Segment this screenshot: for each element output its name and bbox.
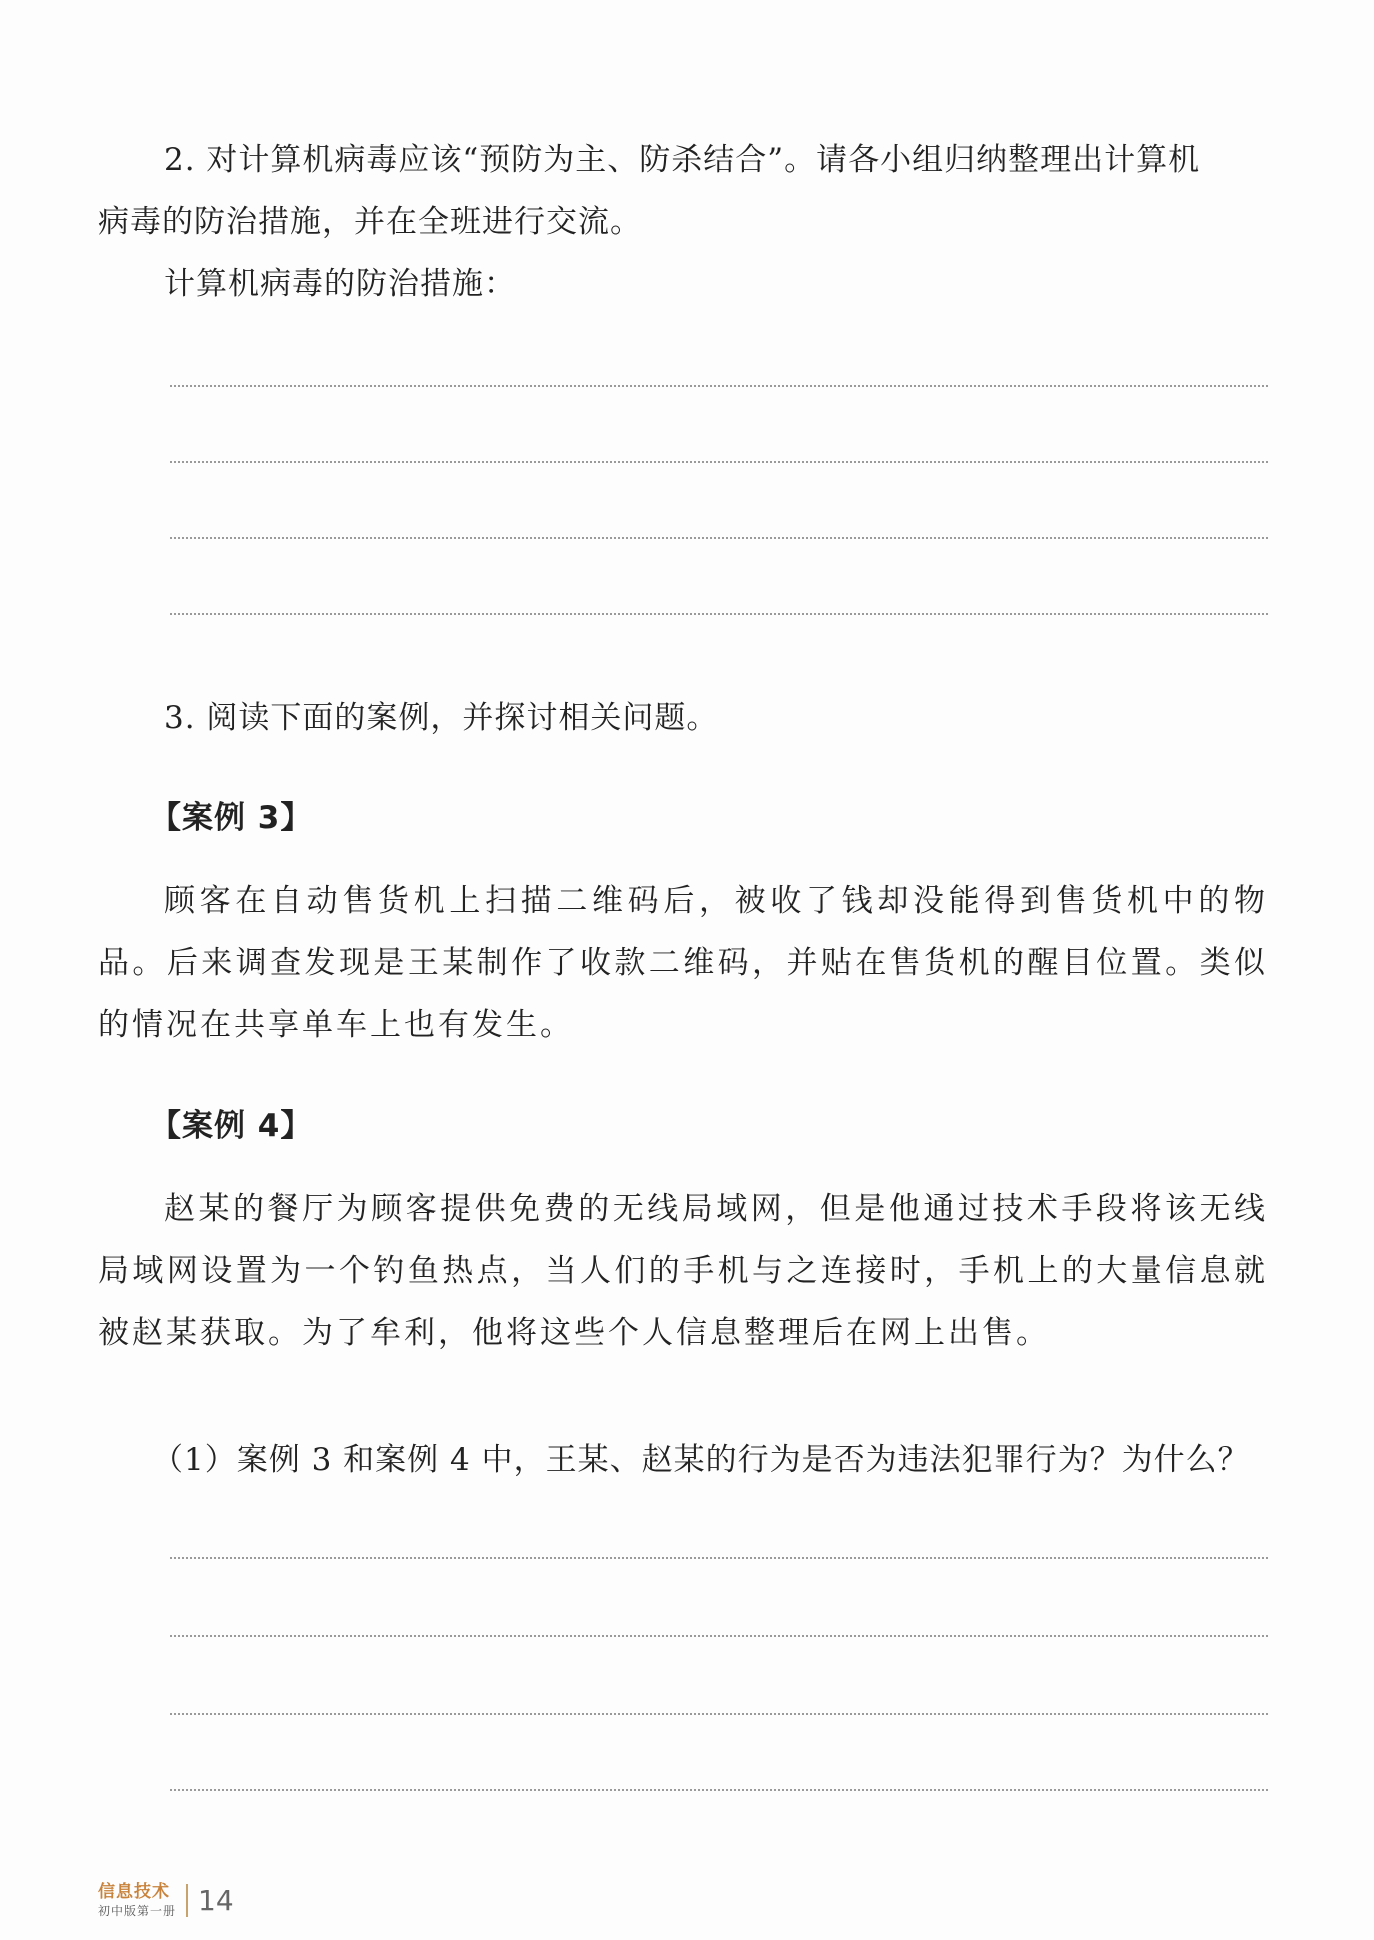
question3-intro: 3. 阅读下面的案例，并探讨相关问题。 [164, 700, 719, 736]
footer-book-title: 信息技术 [98, 1881, 170, 1902]
question2-line1: 2. 对计算机病毒应该“预防为主、防杀结合”。请各小组归纳整理出计算机 [164, 142, 1201, 178]
answer-line-sq1-3[interactable] [170, 1713, 1268, 1715]
footer-book-subtitle: 初中版第一册 [98, 1903, 177, 1918]
answer-line-sq1-4[interactable] [170, 1789, 1268, 1791]
question2-line2: 病毒的防治措施，并在全班进行交流。 [98, 204, 642, 240]
answer-line-q2-2[interactable] [170, 461, 1268, 463]
answer-line-q2-4[interactable] [170, 613, 1268, 615]
answer-line-q2-3[interactable] [170, 537, 1268, 539]
case3-body: 顾客在自动售货机上扫描二维码后，被收了钱却没能得到售货机中的物品。后来调查发现是王某制作了收款二维码，并贴在售货机的醒目位置。类似的情况在共享单车上也有发生。 [98, 883, 1268, 1043]
case4-body: 赵某的餐厅为顾客提供免费的无线局域网，但是他通过技术手段将该无线局域网设置为一个钓鱼热点，当人们的手机与之连接时，手机上的大量信息就被赵某获取。为了牟利，他将这些个人信息整理后在网上出售。 [98, 1191, 1268, 1351]
case4-title: 【案例 4】 [150, 1108, 313, 1144]
question2-prompt: 计算机病毒的防治措施： [164, 266, 516, 302]
answer-line-sq1-2[interactable] [170, 1635, 1268, 1637]
footer-brand [98, 1881, 188, 1918]
answer-line-sq1-1[interactable] [170, 1557, 1268, 1559]
case3-title: 【案例 3】 [150, 800, 313, 836]
subquestion1-text: （1）案例 3 和案例 4 中，王某、赵某的行为是否为违法犯罪行为？为什么？ [152, 1442, 1250, 1478]
page-footer [98, 1878, 234, 1922]
answer-line-q2-1[interactable] [170, 385, 1268, 387]
page-number: 14 [198, 1883, 234, 1917]
